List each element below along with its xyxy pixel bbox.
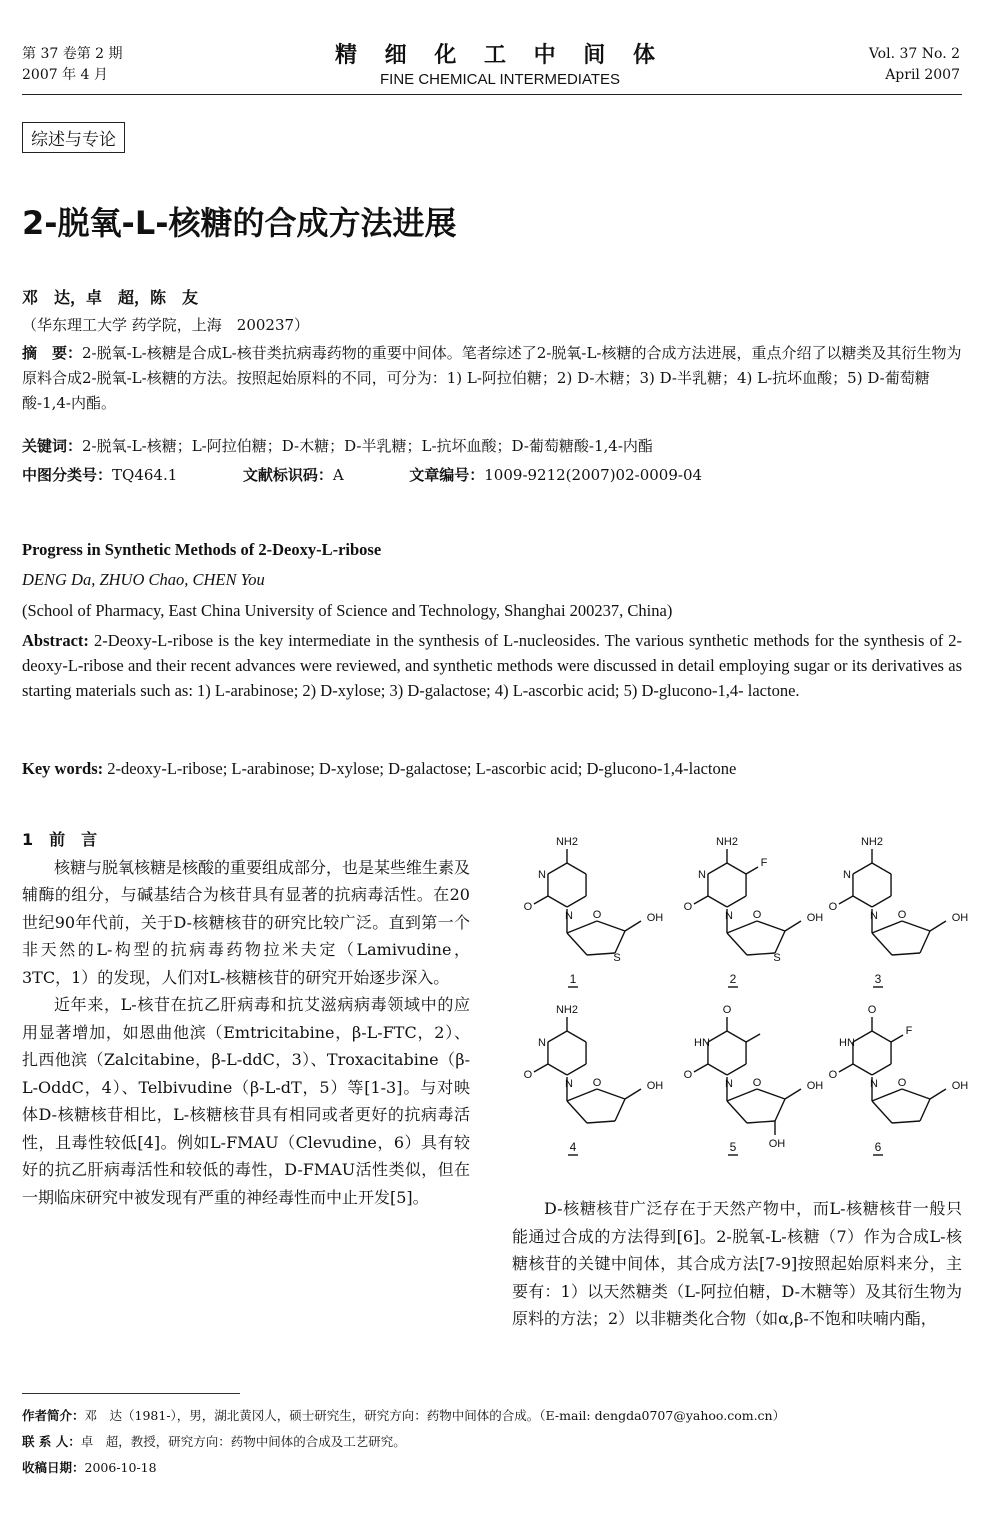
compound-6-sugar-bond <box>902 1089 930 1099</box>
compound-5-number: 5 <box>729 1140 737 1154</box>
compound-5-ring-bond <box>727 1064 746 1075</box>
keywords-cn-label: 关键词： <box>22 437 83 455</box>
keywords-en-label: Key words: <box>22 759 104 778</box>
keywords-cn <box>22 434 962 459</box>
keywords-en-text: 2-deoxy-L-ribose; L-arabinose; D-xylose; D-galactose; L-ascorbic acid; D-glucono-1,4-lactone <box>107 759 737 778</box>
compound-6-sugar-bond <box>892 1121 920 1123</box>
compound-5-ring-bond <box>708 1031 727 1042</box>
footnote-author <box>22 1404 962 1428</box>
compound-6-sugar-bond <box>872 1089 902 1101</box>
compound-6-c2-oxygen-label: O <box>828 1069 838 1081</box>
compound-6-n3-label: HN <box>839 1037 855 1049</box>
compound-4-number: 4 <box>569 1140 577 1154</box>
footnote-received-label: 收稿日期： <box>22 1460 85 1475</box>
compound-2-sugar-bond <box>775 931 785 953</box>
clc-label: 中图分类号： <box>22 466 113 484</box>
compound-2-n1-label: N <box>725 910 733 922</box>
keywords-cn-text: 2-脱氧-L-核糖；L-阿拉伯糖；D-木糖；D-半乳糖；L-抗坏血酸；D-葡萄糖酸-1,4-内酯 <box>82 437 653 455</box>
compound-6-sugar-bond <box>872 1101 892 1123</box>
compound-6-top-group-label: O <box>867 1004 877 1016</box>
compound-4-ring-bond <box>548 1031 567 1042</box>
compound-2-number: 2 <box>729 972 737 986</box>
abstract-cn-text: 2-脱氧-L-核糖是合成L-核苷类抗病毒药物的重要中间体。笔者综述了2-脱氧-L-核糖的合成方法进展，重点介绍了以糖类及其衍生物为原料合成2-脱氧-L-核糖的方法。按照起始原料的不同，可分为：1) L-阿拉伯糖；2) D-木糖；3) D-半乳糖；4) L-抗坏血酸；5) D-葡萄糖酸-1,4-内酯。 <box>22 344 962 412</box>
compound-4-sugar-bond <box>587 1121 615 1123</box>
compound-5-n1-label: N <box>725 1078 733 1090</box>
compound-3-ring-oxygen-label: O <box>897 909 907 921</box>
doc-code-label: 文献标识码： <box>242 466 333 484</box>
compound-2-sugar-bond <box>757 921 785 931</box>
compound-2-ring-bond <box>727 896 746 907</box>
compound-5-ring-bond <box>708 1064 727 1075</box>
compound-2-n3-label: N <box>697 869 706 881</box>
compound-1-n1-label: N <box>565 910 573 922</box>
affiliation-cn: （华东理工大学 药学院，上海 200237） <box>22 316 310 334</box>
compound-5-sugar-bond <box>775 1099 785 1121</box>
compound-4-sugar-bond <box>597 1089 625 1099</box>
compound-6-number: 6 <box>874 1140 882 1154</box>
compound-2-ch2-bond <box>785 921 801 931</box>
compound-3-sugar-bond <box>872 921 902 933</box>
abstract-cn <box>22 341 962 416</box>
body-left-column <box>22 826 470 1211</box>
compound-6-ring-bond <box>872 1064 891 1075</box>
compound-1-c2-oxygen-label: O <box>523 901 533 913</box>
compound-5-ring-oxygen-label: O <box>752 1077 762 1089</box>
compound-1-ch2-bond <box>625 921 641 931</box>
compound-1-sugar-bond <box>597 921 625 931</box>
journal-name <box>300 38 700 88</box>
compound-1-top-group-label: NH2 <box>555 836 579 848</box>
compound-3-n1-label: N <box>870 910 878 922</box>
compound-2-ring-bond <box>727 863 746 874</box>
clc-value: TQ464.1 <box>112 466 178 484</box>
footnote-rule <box>22 1393 240 1394</box>
compound-1-c2-carbonyl-bond <box>534 896 548 904</box>
compound-5-c2-carbonyl-bond <box>694 1064 708 1072</box>
compound-1-oh-label: OH <box>646 912 664 924</box>
compound-4-ring-bond <box>567 1031 586 1042</box>
journal-issue-en <box>869 44 960 86</box>
compound-6-substituent-bond <box>891 1035 903 1042</box>
compound-2-ring-sulfur-label: S <box>773 952 781 964</box>
compound-2-substituent-label: F <box>760 857 768 869</box>
compound-1-ring-oxygen-label: O <box>592 909 602 921</box>
compound-2-ring-bond <box>708 863 727 874</box>
section-1-heading: 1 前 言 <box>22 830 98 849</box>
compound-3-ring-bond <box>872 863 891 874</box>
footnote-received <box>22 1456 962 1480</box>
compound-1-n3-label: N <box>537 869 546 881</box>
compound-1-ring-sulfur-label: S <box>613 952 621 964</box>
footnote-contact-text: 卓 超，教授，研究方向：药物中间体的合成及工艺研究。 <box>80 1434 406 1449</box>
footnote-contact <box>22 1430 962 1454</box>
compound-3-oh-label: OH <box>951 912 969 924</box>
compound-6-substituent-label: F <box>905 1025 913 1037</box>
authors-cn-text: 邓 达，卓 超，陈 友 <box>22 288 199 307</box>
compound-5-top-group-label: O <box>722 1004 732 1016</box>
compound-6-ring-oxygen-label: O <box>897 1077 907 1089</box>
paragraph-3: D-核糖核苷广泛存在于天然产物中，而L-核糖核苷一般只能通过合成的方法得到[6]。2-脱氧-L-核糖（7）作为合成L-核糖核苷的关键中间体，其合成方法[7-9]按照起始原料来分，主要有：1）以天然糖类（L-阿拉伯糖，D-木糖等）及其衍生物为原料的方法；2）以非糖类化合物（如α,β-不饱和呋喃内酯， <box>512 1199 962 1328</box>
footnote-received-text: 2006-10-18 <box>84 1460 157 1475</box>
compound-6-oh-label: OH <box>951 1080 969 1092</box>
compound-3-ring-bond <box>872 896 891 907</box>
compound-1-sugar-bond <box>615 931 625 953</box>
compound-1-ring-bond <box>548 863 567 874</box>
compound-5-c2-oxygen-label: O <box>683 1069 693 1081</box>
compound-6-ch2-bond <box>930 1089 946 1099</box>
compound-5-oh-label: OH <box>806 1080 824 1092</box>
compound-4-ring-oxygen-label: O <box>592 1077 602 1089</box>
compound-2-substituent-bond <box>746 867 758 874</box>
authors-cn <box>22 285 962 311</box>
compound-4-c2-carbonyl-bond <box>534 1064 548 1072</box>
paragraph-2: 近年来，L-核苷在抗乙肝病毒和抗艾滋病病毒领域中的应用显著增加，如恩曲他滨（Emtricitabine，β-L-FTC，2）、扎西他滨（Zalcitabine，β-L-ddC，3）、Troxacitabine（β-L-OddC，4）、Telbivudine（β-L-dT，5）等[1-3]。与对映体D-核糖核苷相比，L-核糖核苷具有相同或者更好的抗病毒活性，且毒性较低[4]。例如L-FMAU（Clevudine，6）具有较好的抗乙肝病毒活性和较低的毒性，D-FMAU活性类似，但在一期临床研究中被发现有严重的神经毒性而中止开发[5]。 <box>22 995 470 1207</box>
compound-4-ring-bond <box>548 1064 567 1075</box>
paragraph-1: 核糖与脱氧核糖是核酸的重要组成部分，也是某些维生素及辅酶的组分，与碱基结合为核苷具有显著的抗病毒活性。在20世纪90年代前，关于D-核糖核苷的研究比较广泛。直到第一个非天然的L-构型的抗病毒药物拉米夫定（Lamivudine，3TC，1）的发现，人们对L-核糖核苷的研究开始逐步深入。 <box>22 857 471 987</box>
article-no-label: 文章编号： <box>409 466 485 484</box>
compound-4-n3-label: N <box>537 1037 546 1049</box>
footnote-author-text: 邓 达（1981-），男，湖北黄冈人，硕士研究生，研究方向：药物中间体的合成。（E-mail: dengda0707@yahoo.com.cn） <box>84 1408 786 1423</box>
compound-5-methyl-bond <box>746 1034 760 1042</box>
date-en: April 2007 <box>885 67 960 83</box>
compound-3-n3-label: N <box>842 869 851 881</box>
article-no-value: 1009-9212(2007)02-0009-04 <box>484 466 703 484</box>
compound-3-sugar-bond <box>872 933 892 955</box>
footnote-author-label: 作者简介： <box>22 1408 85 1423</box>
compound-4-sugar-bond <box>567 1101 587 1123</box>
compound-2-ring-oxygen-label: O <box>752 909 762 921</box>
compound-1-number: 1 <box>569 972 577 986</box>
compound-4-top-group-label: NH2 <box>555 1004 579 1016</box>
header-rule <box>22 94 962 95</box>
compound-4-n1-label: N <box>565 1078 573 1090</box>
classification-line <box>22 463 962 488</box>
compound-1-ring-bond <box>567 896 586 907</box>
compound-5-sugar-bond <box>727 1101 747 1123</box>
compound-4-ch2-bond <box>625 1089 641 1099</box>
compound-6-sugar-bond <box>920 1099 930 1121</box>
doc-code-value: A <box>332 466 344 484</box>
compound-5-ring-bond <box>727 1031 746 1042</box>
compound-4-ring-bond <box>567 1064 586 1075</box>
title-en: Progress in Synthetic Methods of 2-Deoxy-L-ribose <box>22 540 382 559</box>
compound-2-c2-oxygen-label: O <box>683 901 693 913</box>
compound-3-sugar-bond <box>920 931 930 953</box>
compound-5-sugar-bond <box>727 1089 757 1101</box>
compound-4-sugar-bond <box>567 1089 597 1101</box>
journal-name-cn: 精 细 化 工 中 间 体 <box>335 43 665 68</box>
compound-1-ring-bond <box>567 863 586 874</box>
compound-4-c2-oxygen-label: O <box>523 1069 533 1081</box>
nucleoside-structures-figure <box>500 825 970 1165</box>
compound-2-sugar-bond <box>727 921 757 933</box>
compound-1-sugar-bond <box>567 921 597 933</box>
compound-1-ring-bond <box>548 896 567 907</box>
compound-3-sugar-bond <box>892 953 920 955</box>
compound-1-sugar-bond <box>587 953 615 955</box>
date-cn: 2007 年 4 月 <box>22 67 108 83</box>
section-tag: 综述与专论 <box>22 122 125 153</box>
authors-en: DENG Da, ZHUO Chao, CHEN You <box>22 570 265 589</box>
abstract-en-text: 2-Deoxy-L-ribose is the key intermediate in the synthesis of L-nucleosides. The various synthetic methods for the synthesis of 2-deoxy-L-ribose and their recent advances were reviewed, and synthetic methods were discussed in detail employing sugar or its derivatives as starting materials such as: 1) L-arabinose; 2) D-xylose; 3) D-galactose; 4) L-ascorbic acid; 5) D-glucono-1,4- lactone. <box>22 631 963 700</box>
abstract-en-label: Abstract: <box>22 631 89 650</box>
body-right-column <box>512 1195 962 1333</box>
compound-4-sugar-bond <box>615 1099 625 1121</box>
compound-2-oh-label: OH <box>806 912 824 924</box>
compound-5-c3-oh-label: OH <box>768 1138 786 1150</box>
compound-3-number: 3 <box>874 972 882 986</box>
affiliation-en: (School of Pharmacy, East China University of Science and Technology, Shanghai 200237, China) <box>22 601 673 620</box>
journal-name-en: FINE CHEMICAL INTERMEDIATES <box>379 71 621 88</box>
compound-3-top-group-label: NH2 <box>860 836 884 848</box>
compound-2-sugar-bond <box>747 953 775 955</box>
abstract-en <box>22 628 962 703</box>
compound-6-n1-label: N <box>870 1078 878 1090</box>
compound-3-ch2-bond <box>930 921 946 931</box>
footnote-contact-label: 联 系 人： <box>22 1434 81 1449</box>
compound-6-ring-bond <box>853 1064 872 1075</box>
volume-en: Vol. 37 No. 2 <box>868 46 960 62</box>
compound-5-sugar-bond <box>757 1089 785 1099</box>
volume-cn: 第 37 卷第 2 期 <box>22 46 123 62</box>
abstract-cn-label: 摘 要： <box>22 344 83 362</box>
compound-6-ring-bond <box>872 1031 891 1042</box>
compound-2-sugar-bond <box>727 933 747 955</box>
article-title: 2-脱氧-L-核糖的合成方法进展 <box>22 204 457 242</box>
compound-2-ring-bond <box>708 896 727 907</box>
keywords-en <box>22 756 962 781</box>
compound-2-top-group-label: NH2 <box>715 836 739 848</box>
compound-5-n3-label: HN <box>694 1037 710 1049</box>
compound-4-oh-label: OH <box>646 1080 664 1092</box>
journal-issue-cn <box>22 44 123 86</box>
compound-6-c2-carbonyl-bond <box>839 1064 853 1072</box>
compound-5-ch2-bond <box>785 1089 801 1099</box>
compound-2-c2-carbonyl-bond <box>694 896 708 904</box>
compound-3-sugar-bond <box>902 921 930 931</box>
compound-3-ring-bond <box>853 863 872 874</box>
compound-5-sugar-bond <box>747 1121 775 1123</box>
compound-3-ring-bond <box>853 896 872 907</box>
compound-1-sugar-bond <box>567 933 587 955</box>
compound-3-c2-carbonyl-bond <box>839 896 853 904</box>
compound-3-c2-oxygen-label: O <box>828 901 838 913</box>
compound-6-ring-bond <box>853 1031 872 1042</box>
